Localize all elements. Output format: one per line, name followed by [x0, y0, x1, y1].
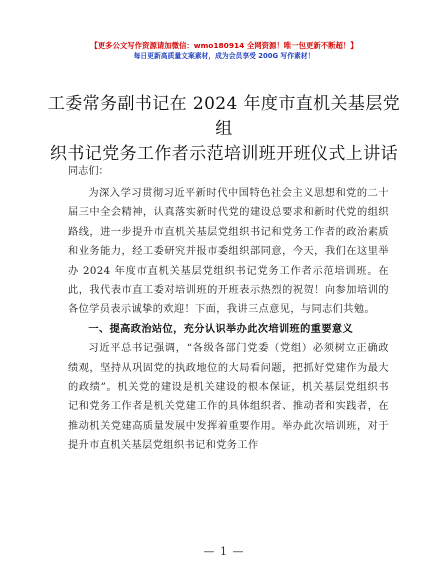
promo-line-2: 每日更新高质量文案素材，成为会员享受 200G 写作素材！ [133, 52, 315, 60]
promo-banner [0, 40, 448, 62]
title-line-2: 织书记党务工作者示范培训班开班仪式上讲话 [50, 144, 398, 164]
section-heading-1: 一、提高政治站位，充分认识举办此次培训班的重要意义 [88, 323, 354, 335]
body-paragraph-2: 习近平总书记强调，“各级各部门党委（党组）必须树立正确政绩观，坚持从巩固党的执政地位的大局看问题，把抓好党建作为最大的政绩”。机关党的建设是机关建设的根本保证，机关基层党组织书记和党务工作者是机关党建工作的具体组织者、推动者和实践者，在推动机关党建高质量发展中发挥着重要作用。举办此次培训班，对于提升市直机关基层党组织书记和党务工作 [68, 343, 389, 452]
document-title [40, 92, 408, 167]
page-number: — 1 — [203, 545, 245, 558]
salutation: 同志们： [68, 166, 109, 177]
document-body [68, 184, 389, 456]
body-paragraph-1: 为深入学习贯彻习近平新时代中国特色社会主义思想和党的二十届三中全会精神，认真落实新时代党的建设总要求和新时代党的组织路线，进一步提升市直机关基层党组织书记和党务工作者的政治素质和业务能力，经工委研究并报市委组织部同意，今天，我们在这里举办 2024 年度市直机关基层党组织书记党务工作者示范培训班。在此，我代表市直工委对培训班的开班表示热烈的祝贺！向参加培训的各位学员表示诚挚的欢迎！下面，我讲三点意见，与同志们共勉。 [68, 188, 389, 316]
promo-line-1: 【更多公文写作资源请加微信：wmo180914 全网资源！唯一包更新不断超！】 [90, 41, 358, 50]
title-line-1: 工委常务副书记在 2024 年度市直机关基层党组 [47, 94, 401, 139]
